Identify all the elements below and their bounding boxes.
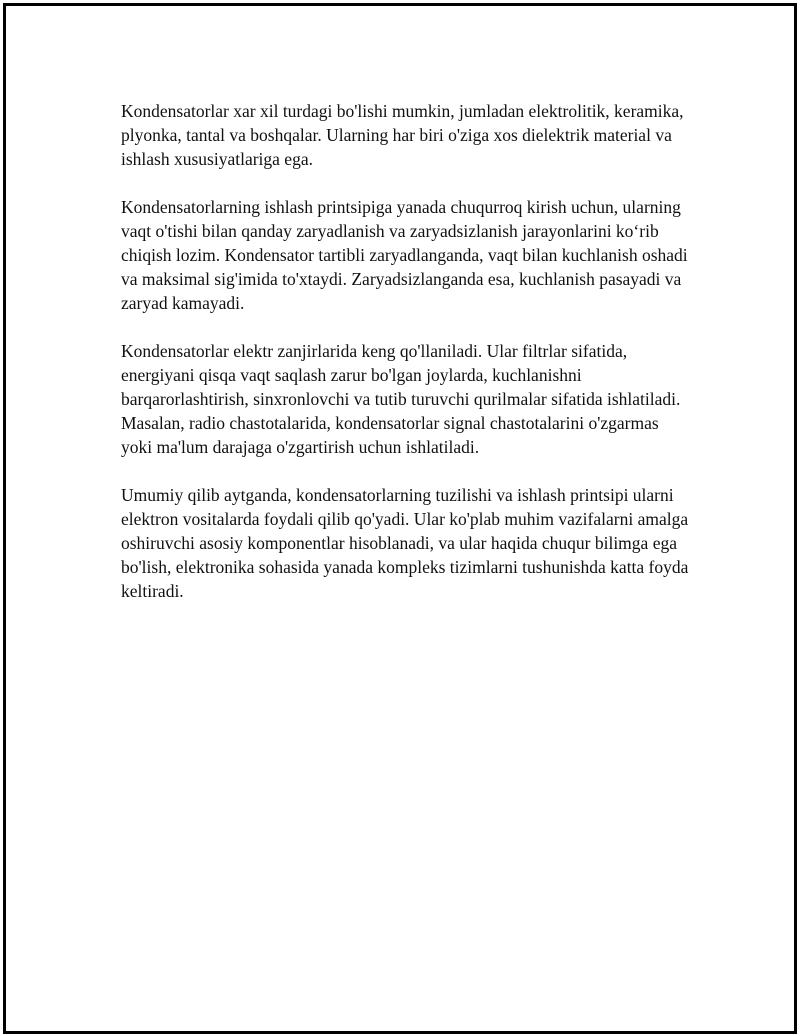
paragraph-4: Umumiy qilib aytganda, kondensatorlarning tuzilishi va ishlash printsipi ularni elektron vositalarda foydali qilib qo'yadi. Ular ko'plab muhim vazifalarni amalga oshiruvchi asosiy komponentlar hisoblanadi, va ular haqida chuqur bilimga ega bo'lish, elektronika sohasida yanada kompleks tizimlarni tushunishda katta foyda keltiradi. bbox=[121, 485, 689, 601]
page-frame bbox=[3, 3, 797, 1034]
paragraph-2: Kondensatorlarning ishlash printsipiga yanada chuqurroq kirish uchun, ularning vaqt o'tishi bilan qanday zaryadlanish va zaryadsizlanish jarayonlarini ko‘rib chiqish lozim. Kondensator tartibli zaryadlanganda, vaqt bilan kuchlanish oshadi va maksimal sig'imida to'xtaydi. Zaryadsizlanganda esa, kuchlanish pasayadi va zaryad kamayadi. bbox=[121, 197, 688, 313]
paragraph-3: Kondensatorlar elektr zanjirlarida keng qo'llaniladi. Ular filtrlar sifatida, energiyani qisqa vaqt saqlash zarur bo'lgan joylarda, kuchlanishni barqarorlashtirish, sinxronlovchi va tutib turuvchi qurilmalar sifatida ishlatiladi. Masalan, radio chastotalarida, kondensatorlar signal chastotalarini o'zgarmas yoki ma'lum darajaga o'zgartirish uchun ishlatiladi. bbox=[121, 341, 681, 457]
paragraph-1: Kondensatorlar xar xil turdagi bo'lishi mumkin, jumladan elektrolitik, keramika, plyonka, tantal va boshqalar. Ularning har biri o'ziga xos dielektrik material va ishlash xususiyatlariga ega. bbox=[121, 101, 684, 169]
document-body bbox=[121, 99, 691, 627]
